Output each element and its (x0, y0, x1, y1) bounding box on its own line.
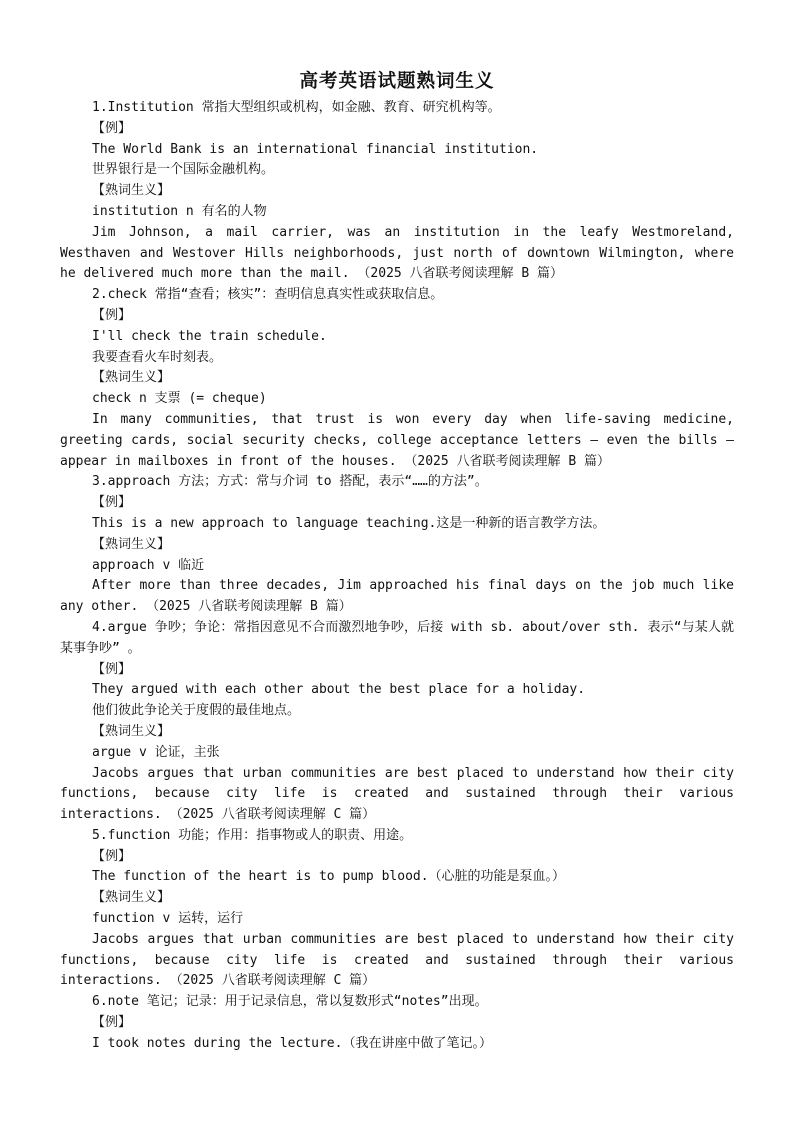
new-meaning-definition: check n 支票 (= cheque) (92, 391, 267, 407)
example-label: 【例】 (92, 661, 132, 677)
entry-heading-argue: 4.argue 争吵；争论：常指因意见不合而激烈地争吵，后接 with sb. about/over sth. 表示“与某人就某事争吵” 。 (60, 619, 734, 656)
example-label: 【例】 (92, 495, 132, 511)
new-meaning-label: 【熟词生义】 (92, 723, 171, 739)
page-title: 高考英语试题熟词生义 (299, 71, 495, 92)
new-meaning-definition: approach v 临近 (92, 557, 205, 573)
exam-quote-paragraph: In many communities, that trust is won every day when life-saving medicine, greeting cards, social security checks, college acceptance letters — even the bills — appear in mailboxes in front of the houses. （2025 八省联考阅读理解 B 篇） (60, 411, 734, 469)
new-meaning-label: 【熟词生义】 (92, 536, 171, 552)
new-meaning-label: 【熟词生义】 (92, 183, 171, 199)
new-meaning-label: 【熟词生义】 (92, 890, 171, 906)
new-meaning-definition: institution n 有名的人物 (92, 203, 267, 219)
example-translation: 他们彼此争论关于度假的最佳地点。 (92, 703, 301, 719)
exam-quote-paragraph: After more than three decades, Jim approached his final days on the job much like any other. （2025 八省联考阅读理解 B 篇） (60, 578, 734, 615)
new-meaning-definition: argue v 论证，主张 (92, 744, 220, 760)
new-meaning-label: 【熟词生义】 (92, 370, 171, 386)
entry-heading-approach: 3.approach 方法；方式：常与介词 to 搭配，表示“……的方法”。 (92, 474, 488, 490)
exam-quote-paragraph: Jim Johnson, a mail carrier, was an institution in the leafy Westmoreland, Westhaven and Westover Hills neighborhoods, just north of downtown Wilmington, where he delivered much more than the mail. （2025 八省联考阅读理解 B 篇） (60, 224, 734, 282)
example-label: 【例】 (92, 120, 132, 136)
example-label: 【例】 (92, 1015, 132, 1031)
example-sentence: They argued with each other about the best place for a holiday. (92, 682, 586, 698)
entry-heading-note: 6.note 笔记；记录：用于记录信息，常以复数形式“notes”出现。 (92, 994, 488, 1010)
document-page (60, 68, 734, 1055)
example-sentence: The World Bank is an international financial institution. (92, 141, 539, 157)
entry-heading-function: 5.function 功能；作用：指事物或人的职责、用途。 (92, 827, 413, 843)
example-label: 【例】 (92, 848, 132, 864)
entry-heading-institution: 1.Institution 常指大型组织或机构，如金融、教育、研究机构等。 (92, 100, 501, 115)
example-label: 【例】 (92, 307, 132, 323)
example-sentence: This is a new approach to language teaching.这是一种新的语言教学方法。 (92, 515, 606, 531)
example-sentence: I'll check the train schedule. (92, 328, 327, 344)
exam-quote-paragraph: Jacobs argues that urban communities are best placed to understand how their city functions, because city life is created and sustained through their various interactions. （2025 八省联考阅读理解 C 篇） (60, 931, 734, 989)
entry-heading-check: 2.check 常指“查看；核实”：查明信息真实性或获取信息。 (92, 287, 444, 303)
example-translation: 世界银行是一个国际金融机构。 (92, 162, 275, 178)
exam-quote-paragraph: Jacobs argues that urban communities are best placed to understand how their city functions, because city life is created and sustained through their various interactions. （2025 八省联考阅读理解 C 篇） (60, 765, 734, 823)
example-sentence: I took notes during the lecture.（我在讲座中做了笔记。） (92, 1035, 492, 1051)
example-sentence: The function of the heart is to pump blood.（心脏的功能是泵血。） (92, 869, 566, 885)
new-meaning-definition: function v 运转，运行 (92, 911, 244, 927)
example-translation: 我要查看火车时刻表。 (92, 349, 223, 365)
